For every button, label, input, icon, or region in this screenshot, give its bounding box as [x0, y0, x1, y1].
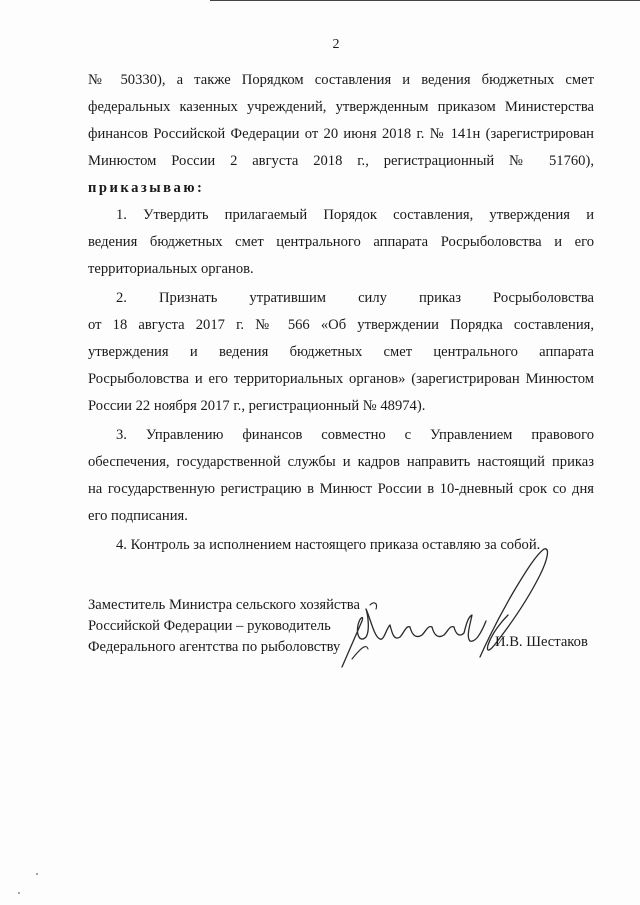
scan-speck: [18, 892, 20, 894]
body-line: Минюстом России 2 августа 2018 г., регистрационный № 51760),: [88, 153, 594, 169]
signatory-name: И.В. Шестаков: [495, 634, 588, 650]
body-line: утверждения и ведения бюджетных смет центрального аппарата: [88, 344, 594, 360]
body-line: России 22 ноября 2017 г., регистрационный № 48974).: [88, 398, 426, 414]
body-line: 3. Управлению финансов совместно с Управлением правового: [116, 427, 594, 443]
page-number: 2: [332, 37, 340, 52]
body-line: финансов Российской Федерации от 20 июня 2018 г. № 141н (зарегистрирован: [88, 126, 594, 142]
body-line: 1. Утвердить прилагаемый Порядок составления, утверждения и: [116, 207, 594, 223]
body-line: территориальных органов.: [88, 261, 254, 277]
body-line: на государственную регистрацию в Минюст России в 10-дневный срок со дня: [88, 481, 594, 497]
body-line: Росрыболовства и его территориальных органов» (зарегистрирован Минюстом: [88, 371, 594, 387]
body-line: его подписания.: [88, 508, 188, 524]
body-line: федеральных казенных учреждений, утвержденным приказом Министерства: [88, 99, 594, 115]
top-edge-rule: [210, 0, 640, 1]
order-keyword: приказываю:: [88, 180, 205, 196]
signatory-position-line: Федерального агентства по рыболовству: [88, 639, 341, 655]
body-line: от 18 августа 2017 г. № 566 «Об утверждении Порядка составления,: [88, 317, 594, 333]
body-line: обеспечения, государственной службы и кадров направить настоящий приказ: [88, 454, 594, 470]
body-line: ведения бюджетных смет центрального аппарата Росрыболовства и его: [88, 234, 594, 250]
body-line: № 50330), а также Порядком составления и ведения бюджетных смет: [88, 72, 594, 88]
signatory-position-line: Российской Федерации – руководитель: [88, 618, 331, 634]
body-line: 4. Контроль за исполнением настоящего приказа оставляю за собой.: [116, 537, 541, 553]
scan-speck: [36, 873, 38, 875]
body-line: 2. Признать утратившим силу приказ Росрыболовства: [116, 290, 594, 306]
order-body-text: [88, 67, 594, 559]
signatory-position-line: Заместитель Министра сельского хозяйства: [88, 597, 360, 613]
